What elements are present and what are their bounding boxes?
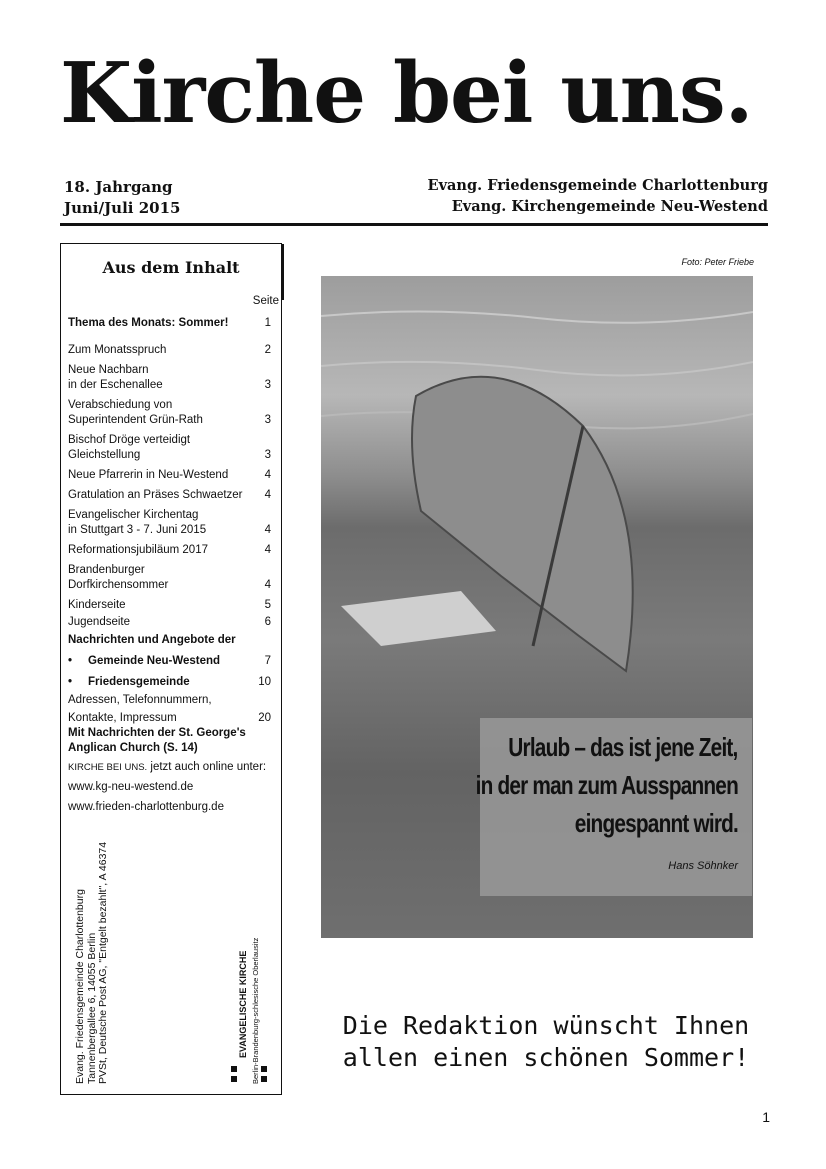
toc-item-title: Brandenburger (68, 564, 145, 576)
table-of-contents (60, 243, 282, 1095)
address-line: PVSt, Deutsche Post AG, "Entgelt bezahlt", A 46374 (97, 841, 109, 1084)
toc-item-title-cont: Anglican Church (S. 14) (68, 742, 198, 754)
toc-item-page: 3 (264, 414, 271, 426)
address-line: Tannenbergallee 6, 14055 Berlin (85, 932, 98, 1084)
toc-item-title-cont: Dorfkirchensommer (68, 579, 169, 591)
toc-item-page: 6 (264, 616, 271, 628)
toc-item-page: 1 (264, 317, 271, 329)
toc-item-title: Zum Monatsspruch (68, 344, 167, 356)
toc-item (68, 488, 271, 503)
toc-note (68, 726, 271, 756)
online-note (68, 760, 271, 775)
issue-info (64, 177, 180, 219)
towel (341, 591, 496, 646)
quote-author: Hans Söhnker (668, 860, 738, 872)
toc-item-page: 4 (264, 489, 271, 501)
toc-list (68, 316, 271, 815)
issue-volume: 18. Jahrgang (64, 178, 173, 196)
toc-item-title: Kinderseite (68, 599, 126, 611)
toc-item-page: 4 (264, 524, 271, 536)
toc-item-title: Bischof Dröge verteidigt (68, 434, 191, 446)
logo-line1: EVANGELISCHE KIRCHE (238, 950, 248, 1058)
toc-item (68, 316, 271, 331)
wish-line: Die Redaktion wünscht Ihnen (342, 1011, 750, 1040)
quote-line: eingespannt wird. (574, 808, 738, 838)
toc-item-title: Adressen, Telefonnummern, (68, 694, 212, 706)
toc-item-title: Evangelischer Kirchentag (68, 509, 199, 521)
toc-item-page: 4 (264, 579, 271, 591)
masthead-title: Kirche bei uns. (60, 44, 753, 142)
toc-item-title: Neue Nachbarn (68, 364, 149, 376)
toc-item-page: 3 (264, 449, 271, 461)
toc-item-page: 10 (258, 676, 271, 688)
toc-item-page: 3 (264, 379, 271, 391)
page-number: 1 (762, 1109, 770, 1125)
summer-wish (316, 1010, 776, 1074)
toc-item-title: Gemeinde Neu-Westend (88, 655, 221, 667)
online-brand: KIRCHE BEI UNS. (68, 762, 148, 773)
website-link[interactable]: www.frieden-charlottenburg.de (68, 801, 224, 813)
toc-item-title: Jugendseite (68, 616, 131, 628)
toc-heading-rule (282, 244, 284, 300)
toc-item (68, 615, 271, 630)
header-rule (60, 223, 768, 226)
website-link[interactable]: www.kg-neu-westend.de (68, 781, 194, 793)
water-ripple (321, 311, 753, 322)
water-ripple (321, 362, 753, 376)
logo-mark (231, 1076, 237, 1082)
toc-item (68, 711, 271, 726)
bullet-icon: • (68, 676, 73, 688)
logo-line2: Berlin-Brandenburg-schlesische Oberlausitz (251, 937, 260, 1084)
toc-item-title: Gratulation an Präses Schwaetzer (68, 489, 243, 501)
toc-item (68, 563, 271, 593)
toc-item-title: Verabschiedung von (68, 399, 173, 411)
toc-heading: Aus dem Inhalt (102, 258, 240, 277)
toc-item (68, 654, 271, 669)
photo-credit: Foto: Peter Friebe (681, 257, 754, 267)
quote-line: Urlaub – das ist jene Zeit, (508, 732, 738, 762)
toc-item (68, 468, 271, 483)
toc-item (68, 433, 271, 463)
quote-box (475, 718, 752, 896)
parish-names (428, 175, 768, 217)
toc-item (68, 598, 271, 613)
logo-mark (261, 1066, 267, 1072)
toc-item-title: Nachrichten und Angebote der (68, 634, 236, 646)
toc-item-title: Mit Nachrichten der St. George's (68, 727, 246, 739)
toc-item-page: 7 (264, 655, 271, 667)
toc-item-page: 2 (264, 344, 271, 356)
toc-item-page: 4 (264, 469, 271, 481)
toc-item-title: Reformationsjubiläum 2017 (68, 544, 208, 556)
toc-item-title: Kontakte, Impressum (68, 712, 177, 724)
quote-line: in der man zum Ausspannen (475, 770, 738, 800)
toc-item-title-cont: Superintendent Grün-Rath (68, 414, 203, 426)
address-line: Evang. Friedensgemeinde Charlottenburg (74, 889, 86, 1084)
toc-item (68, 398, 271, 428)
online-text: jetzt auch online unter: (147, 761, 267, 773)
toc-item (68, 343, 271, 358)
toc-item-title: Thema des Monats: Sommer! (68, 317, 229, 329)
toc-item-page: 20 (258, 712, 271, 724)
logo-mark (231, 1066, 237, 1072)
issue-date: Juni/Juli 2015 (64, 199, 181, 217)
toc-item (68, 543, 271, 558)
toc-item-title-cont: in der Eschenallee (68, 379, 163, 391)
wish-line: allen einen schönen Sommer! (342, 1043, 750, 1072)
bullet-icon: • (68, 655, 73, 667)
toc-item-title-cont: Gleichstellung (68, 449, 141, 461)
toc-item (68, 363, 271, 393)
postal-address (75, 834, 135, 1084)
toc-item-title-cont: in Stuttgart 3 - 7. Juni 2015 (68, 524, 207, 536)
toc-item (68, 693, 271, 708)
logo-mark (261, 1076, 267, 1082)
toc-item-page: 5 (264, 599, 271, 611)
church-logo (229, 916, 273, 1086)
toc-item (68, 508, 271, 538)
toc-item (68, 675, 271, 690)
toc-item-title: Friedensgemeinde (88, 676, 190, 688)
parish-name: Evang. Kirchengemeinde Neu-Westend (451, 198, 768, 215)
toc-item-title: Neue Pfarrerin in Neu-Westend (68, 469, 229, 481)
toc-item-page: 4 (264, 544, 271, 556)
parish-name: Evang. Friedensgemeinde Charlottenburg (427, 177, 768, 194)
toc-page-label: Seite (252, 295, 279, 307)
toc-section-heading (68, 633, 271, 648)
